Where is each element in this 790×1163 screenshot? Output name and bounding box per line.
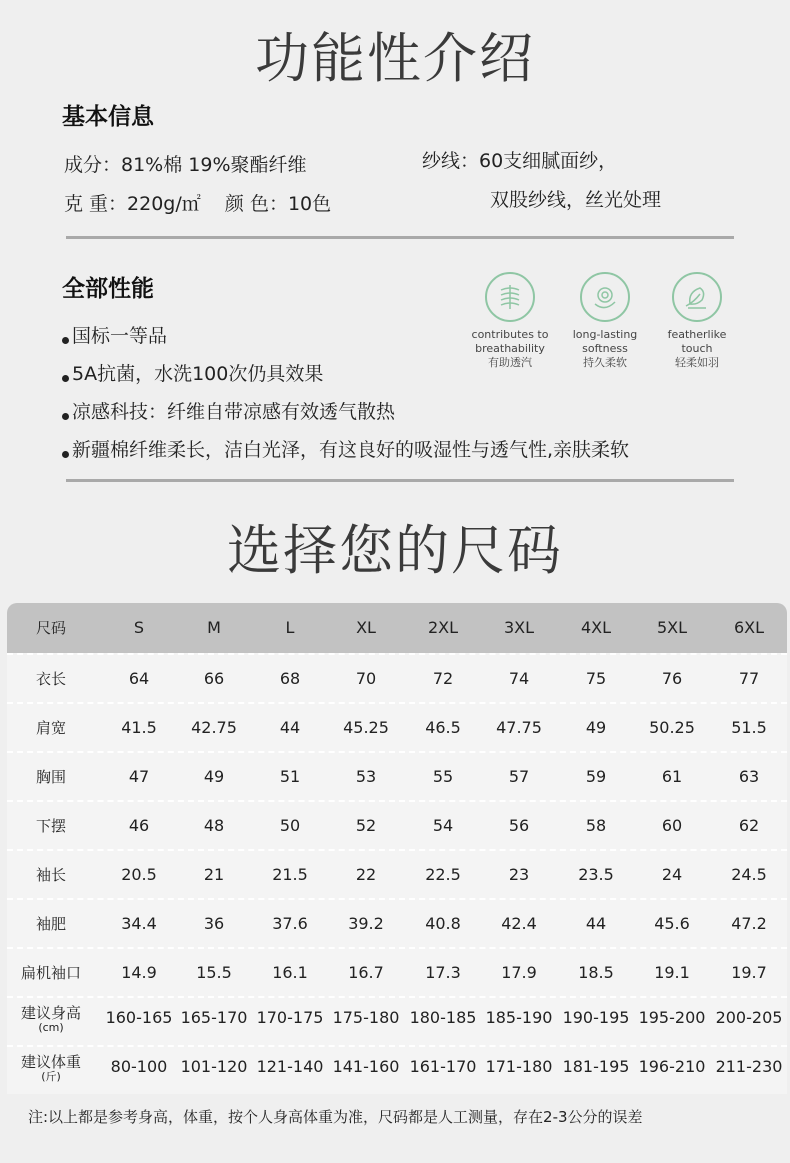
page-title-features: 功能性介绍 bbox=[255, 27, 535, 90]
size-value-cell: 19.1 bbox=[654, 962, 690, 982]
bullet-text: 凉感科技：纤维自带凉感有效透气散热 bbox=[72, 401, 396, 423]
size-value-cell: 42.4 bbox=[501, 913, 537, 933]
size-header-cell: 2XL bbox=[427, 618, 459, 637]
size-value-cell: 77 bbox=[738, 668, 760, 688]
size-row-label-text: 衣长 bbox=[35, 669, 67, 688]
feature-icon-block bbox=[464, 272, 556, 370]
size-value-cell: 40.8 bbox=[425, 913, 461, 933]
size-value-cell: 161-170 bbox=[409, 1057, 477, 1076]
feature-icon-caption: contributes to bbox=[471, 328, 549, 341]
size-value-cell: 70 bbox=[355, 668, 377, 688]
size-value-cell: 200-205 bbox=[715, 1008, 783, 1027]
size-value-cell: 44 bbox=[585, 913, 607, 933]
size-value-cell: 46 bbox=[128, 815, 150, 835]
size-value-cell: 53 bbox=[355, 766, 377, 786]
composition-text: 成分：81%棉 19%聚酯纤维 bbox=[64, 154, 307, 176]
size-value-cell: 64 bbox=[128, 668, 150, 688]
yarn-text-line2: 双股纱线，丝光处理 bbox=[490, 189, 662, 211]
size-value-cell: 66 bbox=[203, 668, 225, 688]
size-value-cell: 75 bbox=[585, 668, 607, 688]
size-value-cell: 47.2 bbox=[731, 913, 767, 933]
performance-bullet bbox=[62, 397, 395, 424]
size-row-unit: (斤) bbox=[41, 1070, 61, 1083]
size-table-row bbox=[7, 947, 787, 996]
size-value-cell: 101-120 bbox=[180, 1057, 248, 1076]
size-value-cell: 171-180 bbox=[485, 1057, 553, 1076]
size-row-label-text: 建议身高 bbox=[20, 1004, 82, 1022]
size-value-cell: 39.2 bbox=[348, 913, 384, 933]
feature-icon-caption: featherlike bbox=[667, 328, 727, 341]
size-value-cell: 50 bbox=[279, 815, 301, 835]
size-value-cell: 37.6 bbox=[272, 913, 308, 933]
size-value-cell: 72 bbox=[432, 668, 454, 688]
size-value-cell: 175-180 bbox=[332, 1008, 400, 1027]
size-value-cell: 68 bbox=[279, 668, 301, 688]
size-value-cell: 211-230 bbox=[715, 1057, 783, 1076]
size-header-cell: 5XL bbox=[656, 618, 688, 637]
size-table-header-row bbox=[7, 603, 787, 653]
size-row-label bbox=[36, 817, 66, 835]
size-value-cell: 59 bbox=[585, 766, 607, 786]
size-value-cell: 63 bbox=[738, 766, 760, 786]
page-title-size: 选择您的尺码 bbox=[227, 519, 563, 582]
size-value-cell: 76 bbox=[661, 668, 683, 688]
size-value-cell: 56 bbox=[508, 815, 530, 835]
size-table-row bbox=[7, 653, 787, 702]
size-table-row bbox=[7, 702, 787, 751]
size-value-cell: 190-195 bbox=[562, 1008, 630, 1027]
size-value-cell: 24.5 bbox=[731, 864, 767, 884]
feature-icon-caption: softness bbox=[582, 342, 628, 355]
basic-info-heading: 基本信息 bbox=[62, 104, 154, 130]
bullet-dot-icon bbox=[62, 413, 69, 420]
bullet-dot-icon bbox=[62, 451, 69, 458]
size-value-cell: 19.7 bbox=[731, 962, 767, 982]
feature-icon-caption: long-lasting bbox=[572, 328, 638, 341]
size-value-cell: 80-100 bbox=[110, 1057, 168, 1076]
feature-icon-caption: 有助透汽 bbox=[488, 356, 532, 369]
size-value-cell: 195-200 bbox=[638, 1008, 706, 1027]
size-table-row bbox=[7, 849, 787, 898]
size-value-cell: 47 bbox=[128, 766, 150, 786]
size-value-cell: 36 bbox=[203, 913, 225, 933]
size-row-label bbox=[21, 1053, 81, 1083]
size-value-cell: 18.5 bbox=[578, 962, 614, 982]
size-value-cell: 41.5 bbox=[121, 717, 157, 737]
size-value-cell: 23.5 bbox=[578, 864, 614, 884]
size-value-cell: 160-165 bbox=[105, 1008, 173, 1027]
size-row-label bbox=[36, 915, 66, 933]
size-header-label: 尺码 bbox=[35, 619, 67, 637]
size-header-cell: 6XL bbox=[733, 618, 765, 637]
size-header-cell: XL bbox=[356, 618, 376, 637]
feature-icon-block bbox=[559, 272, 651, 370]
feature-icon-caption: 持久柔软 bbox=[583, 356, 627, 369]
size-value-cell: 47.75 bbox=[496, 717, 542, 737]
size-row-label bbox=[36, 670, 66, 688]
performance-bullet bbox=[62, 359, 323, 386]
size-value-cell: 62 bbox=[738, 815, 760, 835]
size-value-cell: 121-140 bbox=[256, 1057, 324, 1076]
size-value-cell: 60 bbox=[661, 815, 683, 835]
size-row-label-text: 扁机袖口 bbox=[20, 963, 82, 982]
size-row-label bbox=[36, 768, 66, 786]
size-row-label bbox=[21, 1004, 81, 1034]
table-bottom-edge bbox=[7, 1086, 787, 1090]
size-value-cell: 22.5 bbox=[425, 864, 461, 884]
divider-bottom bbox=[66, 479, 734, 482]
size-row-label-text: 下摆 bbox=[35, 816, 67, 835]
size-row-unit: (cm) bbox=[38, 1021, 64, 1034]
bullet-dot-icon bbox=[62, 337, 69, 344]
size-value-cell: 49 bbox=[585, 717, 607, 737]
size-row-label bbox=[36, 866, 66, 884]
size-value-cell: 17.3 bbox=[425, 962, 461, 982]
size-row-label bbox=[21, 964, 81, 982]
size-chart-table bbox=[7, 603, 787, 1094]
size-value-cell: 181-195 bbox=[562, 1057, 630, 1076]
size-value-cell: 54 bbox=[432, 815, 454, 835]
divider-top bbox=[66, 236, 734, 239]
size-value-cell: 57 bbox=[508, 766, 530, 786]
softness-icon bbox=[580, 272, 630, 322]
feather-icon bbox=[672, 272, 722, 322]
size-value-cell: 45.6 bbox=[654, 913, 690, 933]
weight-color-text: 克 重：220g/㎡ 颜 色：10色 bbox=[64, 193, 332, 215]
size-value-cell: 55 bbox=[432, 766, 454, 786]
size-value-cell: 16.7 bbox=[348, 962, 384, 982]
size-value-cell: 24 bbox=[661, 864, 683, 884]
size-table-row bbox=[7, 751, 787, 800]
performance-bullet bbox=[62, 321, 167, 348]
size-note: 注:以上都是参考身高，体重，按个人身高体重为准，尺码都是人工测量，存在2-3公分的误差 bbox=[28, 1108, 643, 1126]
size-value-cell: 165-170 bbox=[180, 1008, 248, 1027]
size-value-cell: 61 bbox=[661, 766, 683, 786]
size-table-row bbox=[7, 996, 787, 1045]
size-row-label-text: 袖肥 bbox=[35, 914, 67, 933]
size-row-label bbox=[36, 719, 66, 737]
size-value-cell: 48 bbox=[203, 815, 225, 835]
size-value-cell: 23 bbox=[508, 864, 530, 884]
size-row-label-text: 胸围 bbox=[35, 767, 67, 786]
size-table-row bbox=[7, 898, 787, 947]
size-header-cell: 3XL bbox=[503, 618, 535, 637]
size-value-cell: 44 bbox=[279, 717, 301, 737]
size-header-cell: S bbox=[133, 618, 145, 637]
yarn-text-line1: 纱线：60支细腻面纱， bbox=[422, 150, 618, 172]
size-value-cell: 16.1 bbox=[272, 962, 308, 982]
feature-icon-block bbox=[651, 272, 743, 370]
size-header-cell: 4XL bbox=[580, 618, 612, 637]
size-row-label-text: 肩宽 bbox=[35, 718, 67, 737]
bullet-text: 5A抗菌，水洗100次仍具效果 bbox=[72, 363, 324, 385]
performance-heading: 全部性能 bbox=[62, 276, 154, 302]
bullet-text: 新疆棉纤维柔长，洁白光泽，有这良好的吸湿性与透气性,亲肤柔软 bbox=[72, 439, 630, 461]
size-value-cell: 17.9 bbox=[501, 962, 537, 982]
size-value-cell: 52 bbox=[355, 815, 377, 835]
size-table-row bbox=[7, 800, 787, 849]
performance-bullet bbox=[62, 435, 629, 462]
size-value-cell: 180-185 bbox=[409, 1008, 477, 1027]
size-value-cell: 51 bbox=[279, 766, 301, 786]
size-value-cell: 45.25 bbox=[343, 717, 389, 737]
size-value-cell: 58 bbox=[585, 815, 607, 835]
size-header-cell: L bbox=[285, 618, 295, 637]
size-header-cell: M bbox=[207, 618, 221, 637]
size-value-cell: 34.4 bbox=[121, 913, 157, 933]
feature-icon-caption: breathability bbox=[475, 342, 545, 355]
size-value-cell: 15.5 bbox=[196, 962, 232, 982]
bullet-text: 国标一等品 bbox=[72, 325, 168, 347]
size-value-cell: 185-190 bbox=[485, 1008, 553, 1027]
size-value-cell: 141-160 bbox=[332, 1057, 400, 1076]
size-value-cell: 14.9 bbox=[121, 962, 157, 982]
size-value-cell: 196-210 bbox=[638, 1057, 706, 1076]
size-value-cell: 22 bbox=[355, 864, 377, 884]
size-value-cell: 20.5 bbox=[121, 864, 157, 884]
size-value-cell: 49 bbox=[203, 766, 225, 786]
breathability-icon bbox=[485, 272, 535, 322]
size-value-cell: 74 bbox=[508, 668, 530, 688]
bullet-dot-icon bbox=[62, 375, 69, 382]
feature-icon-caption: 轻柔如羽 bbox=[675, 356, 719, 369]
feature-icon-caption: touch bbox=[681, 342, 713, 355]
size-row-label-text: 袖长 bbox=[35, 865, 67, 884]
size-value-cell: 42.75 bbox=[191, 717, 237, 737]
size-value-cell: 50.25 bbox=[649, 717, 695, 737]
size-row-label-text: 建议体重 bbox=[20, 1053, 82, 1071]
size-value-cell: 46.5 bbox=[425, 717, 461, 737]
size-value-cell: 21.5 bbox=[272, 864, 308, 884]
size-value-cell: 51.5 bbox=[731, 717, 767, 737]
size-value-cell: 170-175 bbox=[256, 1008, 324, 1027]
size-value-cell: 21 bbox=[203, 864, 225, 884]
